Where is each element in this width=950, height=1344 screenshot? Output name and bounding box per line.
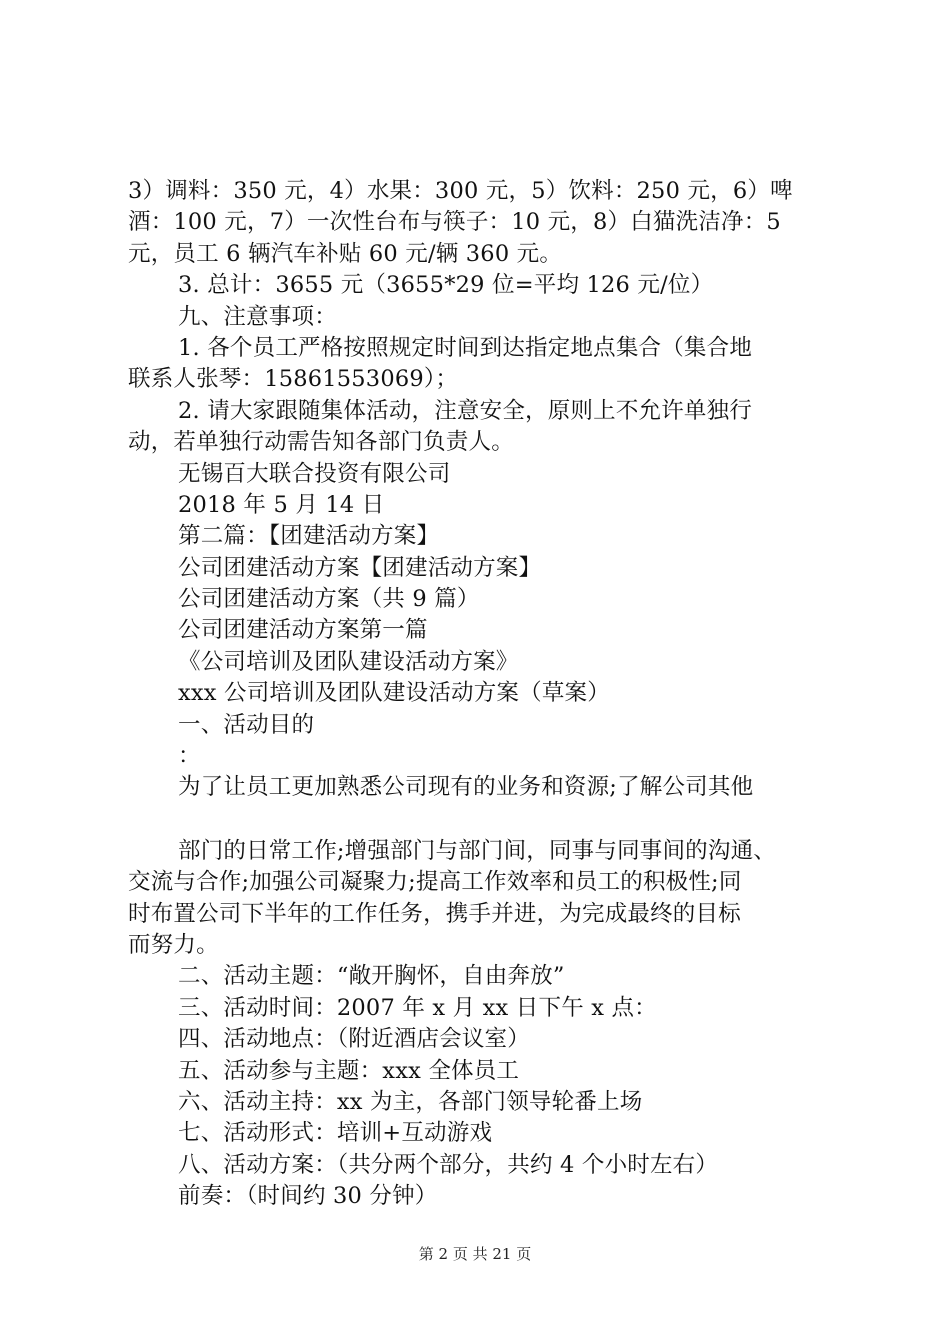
text-line: 部门的日常工作;增强部门与部门间，同事与同事间的沟通、	[178, 837, 776, 864]
company-name: 无锡百大联合投资有限公司	[178, 460, 451, 487]
text-line: 前奏：（时间约 30 分钟）	[178, 1183, 438, 1210]
text-line: 而努力。	[128, 931, 219, 958]
text-line: 动，若单独行动需告知各部门负责人。	[128, 429, 514, 456]
text-line: 元，员工 6 辆汽车补贴 60 元/辆 360 元。	[128, 240, 563, 267]
section-heading: 八、活动方案：（共分两个部分，共约 4 个小时左右）	[178, 1151, 719, 1178]
text-line: 1. 各个员工严格按照规定时间到达指定地点集合（集合地	[178, 334, 753, 361]
section-heading: 三、活动时间：2007 年 x 月 xx 日下午 x 点：	[178, 994, 657, 1021]
text-line: 公司团建活动方案第一篇	[178, 617, 428, 644]
document-date: 2018 年 5 月 14 日	[178, 491, 385, 518]
text-line: 联系人张琴：15861553069）；	[128, 366, 459, 393]
text-line: 3）调料：350 元，4）水果：300 元，5）饮料：250 元，6）啤	[128, 178, 793, 204]
page-footer: 第 2 页 共 21 页	[418, 1245, 532, 1263]
section-heading: 五、活动参与主题：xxx 全体员工	[178, 1057, 520, 1084]
section-heading: 九、注意事项：	[178, 303, 337, 330]
section-heading: 六、活动主持：xx 为主，各部门领导轮番上场	[178, 1088, 643, 1115]
text-line: 《公司培训及团队建设活动方案》	[178, 648, 519, 675]
text-line: 公司团建活动方案【团建活动方案】	[178, 554, 542, 581]
document-body	[128, 176, 836, 1213]
paragraph-gap	[128, 804, 836, 836]
section-heading: 七、活动形式：培训+互动游戏	[178, 1120, 493, 1147]
text-line: 交流与合作;加强公司凝聚力;提高工作效率和员工的积极性;同	[128, 869, 742, 896]
text-line: 3. 总计：3655 元（3655*29 位=平均 126 元/位）	[178, 272, 714, 299]
text-line: 公司团建活动方案（共 9 篇）	[178, 586, 480, 613]
section-heading: 一、活动目的	[178, 711, 315, 738]
text-line: 2. 请大家跟随集体活动，注意安全，原则上不允许单独行	[178, 397, 753, 424]
text-line: 为了让员工更加熟悉公司现有的业务和资源;了解公司其他	[178, 774, 754, 801]
text-line: ：	[178, 743, 201, 770]
section-heading: 四、活动地点：（附近酒店会议室）	[178, 1026, 530, 1053]
section-heading: 二、活动主题：“敞开胸怀，自由奔放”	[178, 963, 565, 990]
text-line: 时布置公司下半年的工作任务，携手并进，为完成最终的目标	[128, 900, 741, 927]
text-line: xxx 公司培训及团队建设活动方案（草案）	[178, 680, 610, 707]
chapter-heading: 第二篇：【团建活动方案】	[178, 523, 440, 550]
text-line: 酒：100 元，7）一次性台布与筷子：10 元，8）白猫洗洁净：5	[128, 209, 781, 236]
